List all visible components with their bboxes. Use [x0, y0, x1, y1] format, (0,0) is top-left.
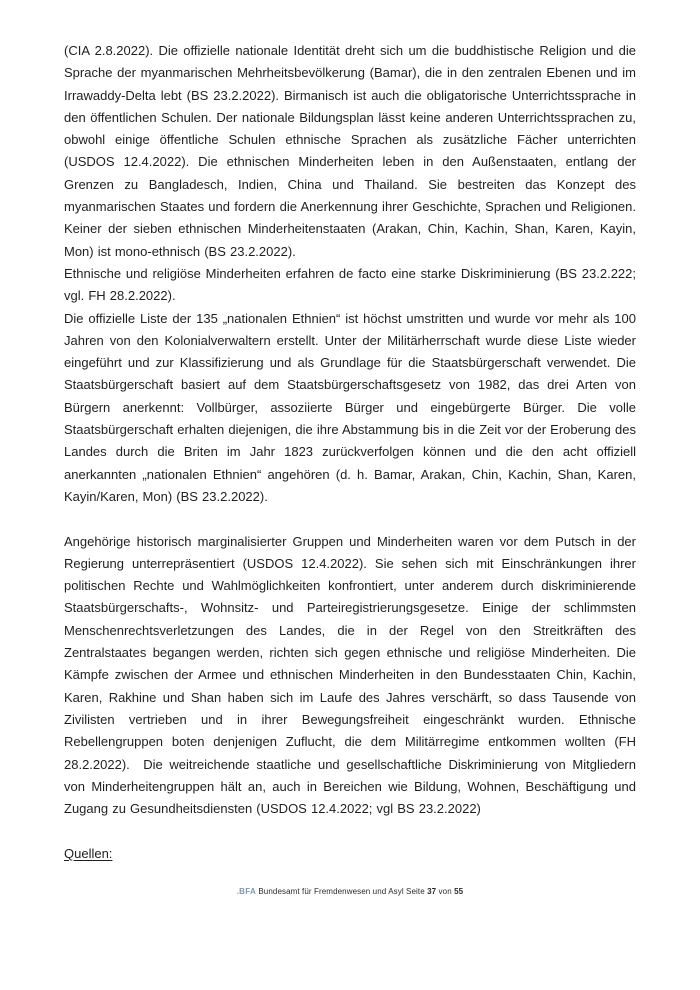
paragraph-national-identity: (CIA 2.8.2022). Die offizielle nationale Identität dreht sich um die buddhistische Religion und die Sprache der myanmarischen Mehrheitsbevölkerung (Bamar), die in den zentralen Ebenen und im Irrawaddy-Delta lebt (BS 23.2.2022). Birmanisch ist auch die obligatorische Unterrichtssprache in den öffentlichen Schulen. Der nationale Bildungsplan lässt keine anderen Unterrichtssprachen zu, obwohl einige öffentliche Schulen ethnische Sprachen als zusätzliche Fächer unterrichten (USDOS 12.4.2022). Die ethnischen Minderheiten leben in den Außenstaaten, entlang der Grenzen zu Bangladesch, Indien, China und Thailand. Sie bestreiten das Konzept des myanmarischen Staates und fordern die Anerkennung ihrer Geschichte, Sprachen und Religionen. Keiner der sieben ethnischen Minderheitenstaaten (Arakan, Chin, Kachin, Shan, Karen, Kayin, Mon) ist mono-ethnisch (BS 23.2.2022). — [64, 43, 636, 259]
footer-page-word: Seite — [406, 887, 425, 896]
footer-page-current: 37 — [427, 887, 437, 896]
bfa-logo-mark: . — [236, 887, 240, 896]
paragraph-ethnien-liste: Die offizielle Liste der 135 „nationalen Ethnien“ ist höchst umstritten und wurde vor mehr als 100 Jahren von den Kolonialverwaltern erstellt. Unter der Militärherrschaft wurde diese Liste wieder eingeführt und zur Klassifizierung und als Grundlage für die Staatsbürgerschaft verwendet. Die Staatsbürgerschaft basiert auf dem Staatsbürgerschaftsgesetz von 1982, das drei Arten von Bürgern anerkennt: Vollbürger, assoziierte Bürger und eingebürgerte Bürger. Die volle Staatsbürgerschaft erhalten diejenigen, die ihre Abstammung bis in die Zeit vor der Eroberung des Landes durch die Briten im Jahr 1823 zurückverfolgen können und die den acht offiziell anerkannten „nationalen Ethnien“ angehören (d. h. Bamar, Arakan, Chin, Kachin, Shan, Karen, Kayin/Karen, Mon) (BS 23.2.2022). — [64, 310, 636, 504]
footer-of-word: von — [438, 887, 452, 896]
page-footer — [0, 886, 700, 897]
body-text — [64, 40, 636, 865]
footer-page-total: 55 — [454, 887, 464, 896]
paragraph-marginalised-groups: Angehörige historisch marginalisierter Gruppen und Minderheiten waren vor dem Putsch in der Regierung unterrepräsentiert (USDOS 12.4.2022). Sie sehen sich mit Einschränkungen ihrer politischen Rechte und Wahlmöglichkeiten konfrontiert, unter anderem durch diskriminierende Staatsbürgerschafts-, Wohnsitz- und Parteiregistrierungsgesetze. Einige der schlimmsten Menschenrechtsverletzungen des Landes, die in der Regel von den Streitkräften des Zentralstaates begangen werden, richten sich gegen ethnische und religiöse Minderheiten. Die Kämpfe zwischen der Armee und ethnischen Minderheiten in den Bundesstaaten Chin, Kachin, Karen, Rakhine und Shan haben sich im Laufe des Jahres verschärft, so dass Tausende von Zivilisten vertrieben und in ihrer Bewegungsfreiheit eingeschränkt wurden. Ethnische Rebellengruppen boten denjenigen Zuflucht, die dem Militärregime entkommen wollten (FH 28.2.2022). Die weitreichende staatliche und gesellschaftliche Diskriminierung von Mitgliedern von Minderheitengruppen hält an, auch in Bereichen wie Bildung, Wohnen, Beschäftigung und Zugang zu Gesundheitsdiensten (USDOS 12.4.2022; vgl BS 23.2.2022) — [64, 533, 636, 817]
bfa-logo: BFA — [239, 887, 257, 896]
paragraph-discrimination: Ethnische und religiöse Minderheiten erfahren de facto eine starke Diskriminierung (BS 23.2.222; vgl. FH 28.2.2022). — [64, 265, 636, 304]
sources-heading: Quellen: — [64, 845, 113, 861]
footer-org-name: Bundesamt für Fremdenwesen und Asyl — [258, 887, 404, 896]
